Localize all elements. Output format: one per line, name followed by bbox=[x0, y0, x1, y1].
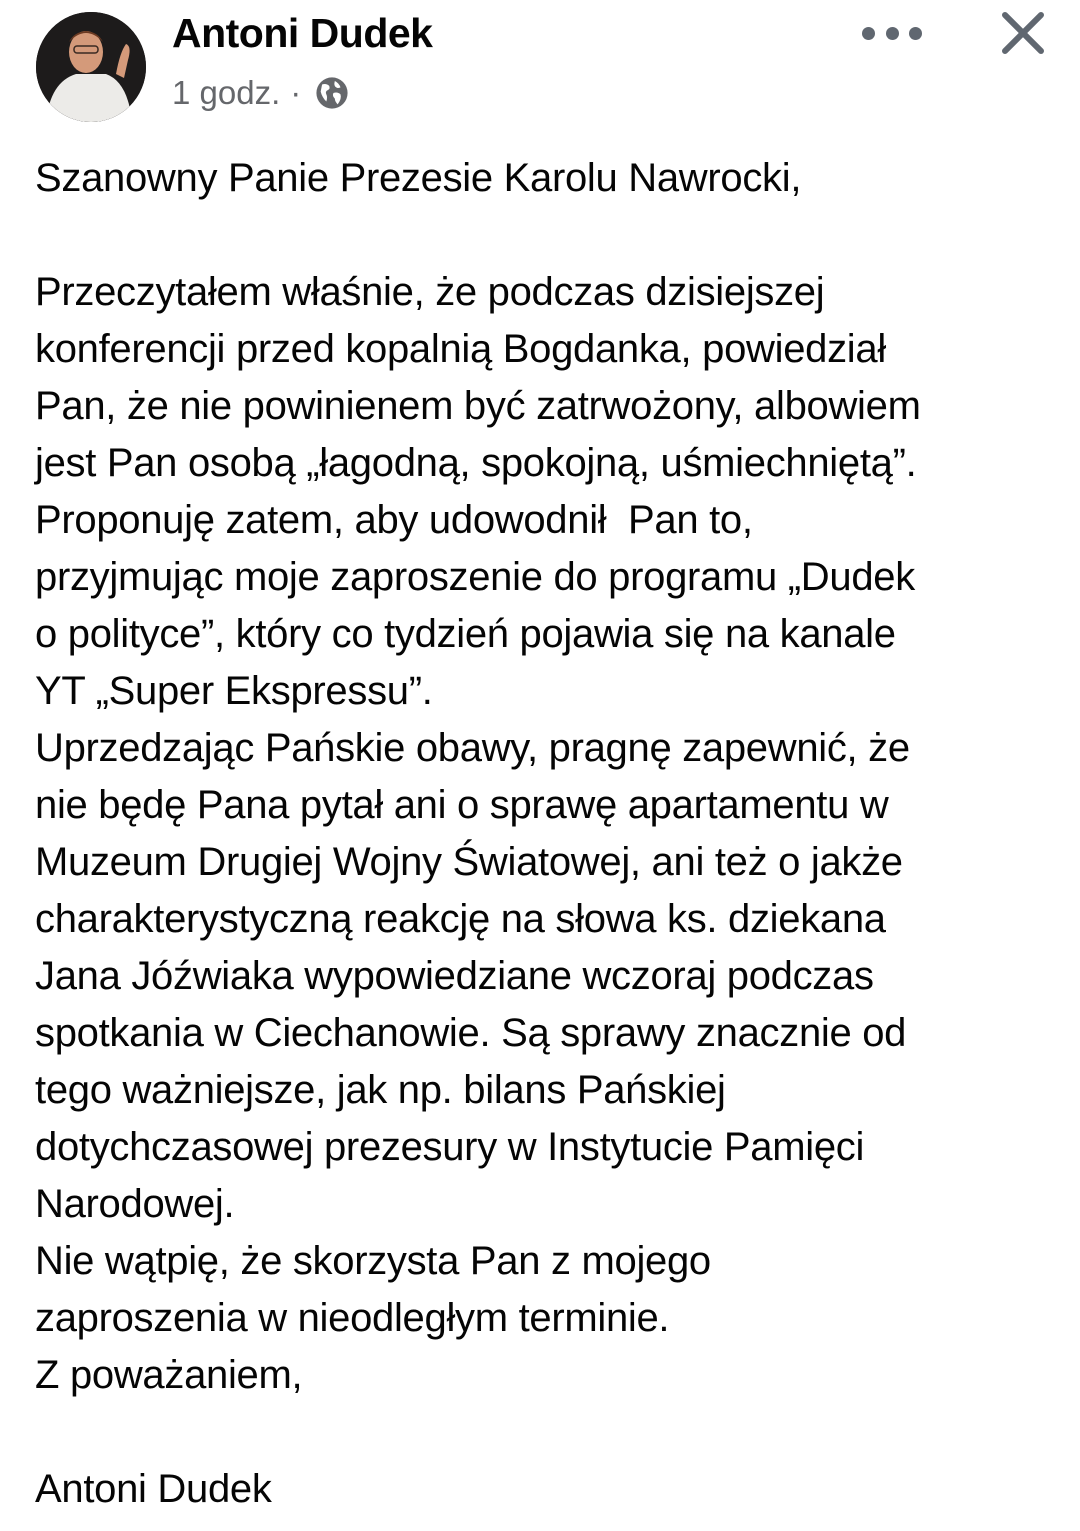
more-dot bbox=[886, 27, 899, 40]
more-options-button[interactable] bbox=[862, 18, 922, 48]
close-icon[interactable] bbox=[996, 6, 1050, 60]
post-line: przyjmując moje zaproszenie do programu „Dudek bbox=[35, 555, 915, 599]
post-line: konferencji przed kopalnią Bogdanka, powiedział bbox=[35, 327, 886, 371]
post-line: spotkania w Ciechanowie. Są sprawy znacznie od bbox=[35, 1011, 907, 1055]
post-line: o polityce”, który co tydzień pojawia się na kanale bbox=[35, 612, 896, 656]
author-name[interactable]: Antoni Dudek bbox=[172, 10, 433, 56]
post-line: zaproszenia w nieodległym terminie. bbox=[35, 1296, 670, 1340]
post-text bbox=[35, 150, 1060, 1518]
post-signature: Antoni Dudek bbox=[35, 1467, 272, 1511]
post-line: Uprzedzając Pańskie obawy, pragnę zapewnić, że bbox=[35, 726, 910, 770]
post-line: tego ważniejsze, jak np. bilans Pańskiej bbox=[35, 1068, 726, 1112]
globe-icon bbox=[315, 76, 349, 110]
post-line: Narodowej. bbox=[35, 1182, 235, 1226]
avatar[interactable] bbox=[36, 12, 146, 122]
post-meta bbox=[172, 74, 349, 112]
post-line: Jana Jóźwiaka wypowiedziane wczoraj podczas bbox=[35, 954, 874, 998]
post-line: jest Pan osobą „łagodną, spokojną, uśmiechniętą”. bbox=[35, 441, 917, 485]
post-line: Pan, że nie powinienem być zatrwożony, albowiem bbox=[35, 384, 921, 428]
post-line: Proponuję zatem, aby udowodnił Pan to, bbox=[35, 498, 753, 542]
post-line: Nie wątpię, że skorzysta Pan z mojego bbox=[35, 1239, 711, 1283]
avatar-photo bbox=[36, 12, 146, 122]
post-greeting: Szanowny Panie Prezesie Karolu Nawrocki, bbox=[35, 156, 802, 200]
post-line: Z poważaniem, bbox=[35, 1353, 303, 1397]
post-line: YT „Super Ekspressu”. bbox=[35, 669, 433, 713]
meta-separator: · bbox=[290, 74, 302, 111]
more-dot bbox=[909, 27, 922, 40]
post-line: Przeczytałem właśnie, że podczas dzisiejszej bbox=[35, 270, 825, 314]
post-line: charakterystyczną reakcję na słowa ks. dziekana bbox=[35, 897, 886, 941]
post-line: Muzeum Drugiej Wojny Światowej, ani też o jakże bbox=[35, 840, 903, 884]
post-line: nie będę Pana pytał ani o sprawę apartamentu w bbox=[35, 783, 889, 827]
more-horizontal-icon bbox=[862, 27, 875, 40]
post-line: dotychczasowej prezesury w Instytucie Pamięci bbox=[35, 1125, 865, 1169]
post-time[interactable]: 1 godz. bbox=[172, 74, 281, 111]
